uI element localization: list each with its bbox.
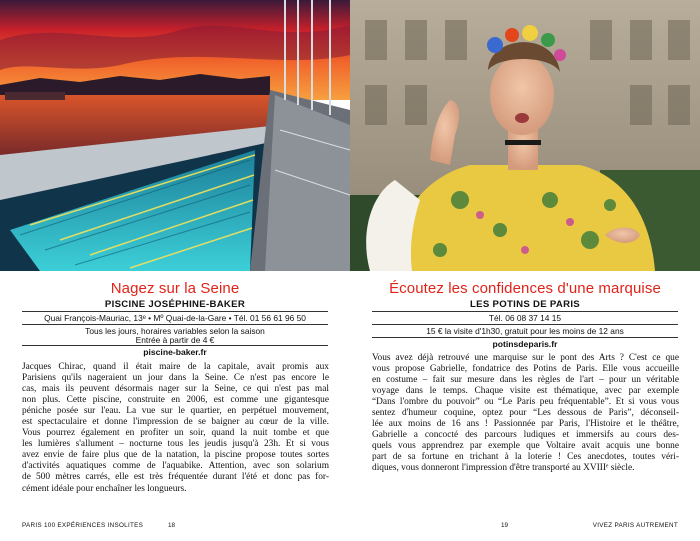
left-price: Entrée à partir de 4 €: [135, 335, 215, 345]
right-body-line: en costume – fait sur mesure dans les règles de l'art – pour un véritable: [372, 375, 679, 386]
left-address: Quai François-Mauriac, 13ᵉ • Mº Quai-de-la-Gare • Tél. 01 56 61 96 50: [44, 313, 306, 323]
left-venue-name: PISCINE JOSÉPHINE-BAKER: [104, 299, 246, 310]
left-divider-1: [22, 311, 328, 312]
left-divider-3: [22, 345, 328, 346]
right-page: [350, 0, 700, 541]
right-body-line: “Dans l'ombre du pouvoir” ou “Le Paris peu fréquentable”. Et si vous vous: [372, 397, 679, 408]
right-body-line: voyage dans le temps. Chaque visite est thématique, avec par exemple: [372, 386, 679, 397]
left-divider-2: [22, 324, 328, 325]
right-divider-2: [372, 324, 678, 325]
left-body-line: non plus. Cette piscine, construite en 2006, est comme une gigantesque: [22, 395, 329, 406]
marquise-photo-illustration: [350, 0, 700, 271]
right-venue-name: LES POTINS DE PARIS: [469, 299, 580, 310]
left-body-line: cas, mais ils peuvent désormais nager sur la Seine, ce qui n'est pas mal: [22, 384, 329, 395]
right-footer: VIVEZ PARIS AUTREMENT: [592, 522, 678, 529]
right-body-line: Vous avez déjà retrouvé une marquise sur le pont des Arts ? C'est ce que: [372, 353, 679, 363]
left-body-line: de 500 mètres carrés, elle est très fréquentée durant l'été et donc pas for-: [22, 472, 329, 483]
right-divider-1: [372, 311, 678, 312]
right-price: 15 € la visite d'1h30, gratuit pour les moins de 12 ans: [426, 326, 624, 336]
right-body-line: sentez d'humeur coquine, optez pour “Les dessous de Paris”, déconseil-: [372, 408, 679, 419]
right-body-line: diques, vous donneront l'impression d'être transporté au XVIIIᵉ siècle.: [372, 463, 635, 474]
right-page-number: 19: [501, 522, 509, 529]
right-body-line: part de sa fortune en trichant à la loterie ! Ces anecdotes, toutes véri-: [372, 452, 679, 463]
right-website-link[interactable]: potinsdeparis.fr: [492, 339, 558, 349]
left-page-number: 18: [168, 522, 176, 529]
pool-photo: [0, 0, 350, 271]
left-body-line: les lumières s'allument – nocturne tous les jeudis jusqu'à 23h. Et si vous: [22, 439, 329, 450]
left-body-line: est spectaculaire et donne l'impression de se baigner au cœur de la ville.: [22, 417, 329, 428]
left-body-line: Vous pourrez également en profiter un soir, quand la nuit tombe et que: [22, 428, 329, 439]
pool-photo-illustration: [0, 0, 350, 271]
left-body-line: Jacques Chirac, quand il était maire de la capitale, avait promis aux: [22, 362, 329, 372]
right-divider-3: [372, 337, 678, 338]
right-body-text: [372, 353, 679, 475]
right-phone: Tél. 06 08 37 14 15: [488, 313, 562, 323]
left-body-line: péniche posée sur l'eau. La vue sur le quartier, en perpétuel mouvement,: [22, 406, 329, 417]
left-heading: Nagez sur la Seine: [110, 280, 240, 297]
right-body-line: Gabrielle a concocté des parcours ludiques et immersifs au cours des-: [372, 430, 679, 441]
left-body-line: Parisiens qu'ils nageraient un jour dans la Seine. Ce n'est pas encore le: [22, 373, 329, 384]
left-body-line: avez envie de faire plus que de la natation, la piscine propose toutes sortes: [22, 450, 329, 461]
right-body-line: vous propose Gabrielle, fondatrice des Potins de Paris. Elle vous accueille: [372, 364, 679, 375]
left-body-line: cément idéale pour enchaîner les longueurs.: [22, 483, 187, 494]
left-body-text: [22, 362, 329, 495]
right-heading: Écoutez les confidences d'une marquise: [389, 280, 661, 297]
left-footer: PARIS 100 EXPÉRIENCES INSOLITES: [22, 522, 144, 529]
left-hours: Tous les jours, horaires variables selon la saison: [85, 326, 265, 336]
right-body-line: lée aux moins de 16 ans ! Passionnée par Paris, l'Histoire et le théâtre,: [372, 419, 679, 430]
left-body-line: d'activités aquatiques comme de l'aquabike. Attention, avec son solarium: [22, 461, 329, 472]
marquise-photo: [350, 0, 700, 271]
right-body-line: quels vous apprendrez par exemple que Voltaire avait acquis une bonne: [372, 441, 679, 452]
left-website-link[interactable]: piscine-baker.fr: [143, 347, 207, 357]
